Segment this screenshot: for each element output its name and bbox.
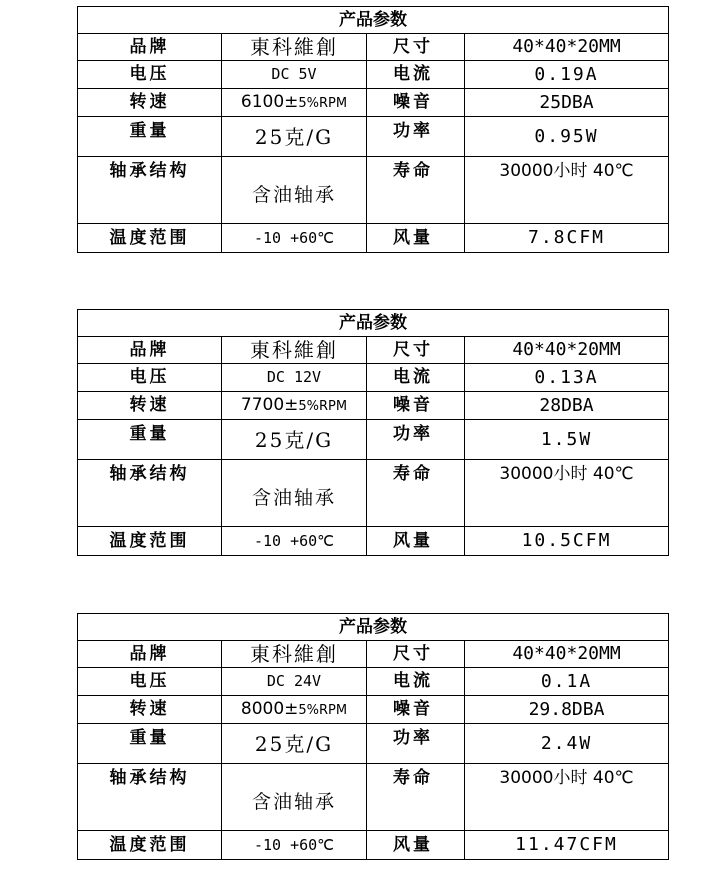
- current-value: 0.19A: [465, 61, 669, 89]
- voltage-label: 电压: [78, 668, 222, 696]
- noise-value: 25DBA: [465, 89, 669, 117]
- power-value: 2.4W: [465, 724, 669, 764]
- current-value: 0.13A: [465, 364, 669, 392]
- life-value: 30000小时 40℃: [465, 157, 669, 224]
- bearing-value: 含油轴承: [222, 460, 367, 527]
- speed-number: 6100±: [240, 92, 299, 112]
- temperature-value: -10 +60℃: [222, 224, 367, 253]
- noise-label: 噪音: [367, 89, 465, 117]
- brand-value: 東科維創: [222, 34, 367, 61]
- life-label: 寿命: [367, 764, 465, 831]
- airflow-label: 风量: [367, 224, 465, 253]
- voltage-label: 电压: [78, 61, 222, 89]
- temperature-label: 温度范围: [78, 224, 222, 253]
- current-label: 电流: [367, 668, 465, 696]
- speed-label: 转速: [78, 392, 222, 420]
- weight-label: 重量: [78, 724, 222, 764]
- airflow-label: 风量: [367, 527, 465, 556]
- temperature-label: 温度范围: [78, 831, 222, 860]
- size-value: 40*40*20MM: [465, 337, 669, 364]
- speed-label: 转速: [78, 696, 222, 724]
- life-label: 寿命: [367, 460, 465, 527]
- airflow-value: 11.47CFM: [465, 831, 669, 860]
- size-value: 40*40*20MM: [465, 641, 669, 668]
- bearing-label: 轴承结构: [78, 460, 222, 527]
- size-label: 尺寸: [367, 337, 465, 364]
- power-label: 功率: [367, 420, 465, 460]
- speed-unit: 5%RPM: [298, 703, 348, 718]
- weight-value: 25克/G: [222, 117, 367, 157]
- noise-value: 29.8DBA: [465, 696, 669, 724]
- table-title: 产品参数: [78, 7, 669, 34]
- current-label: 电流: [367, 61, 465, 89]
- brand-label: 品牌: [78, 337, 222, 364]
- speed-value: [222, 89, 367, 117]
- speed-value: [222, 696, 367, 724]
- power-value: 1.5W: [465, 420, 669, 460]
- temperature-value: -10 +60℃: [222, 527, 367, 556]
- spec-table-2: [77, 309, 669, 556]
- brand-value: 東科維創: [222, 337, 367, 364]
- weight-label: 重量: [78, 117, 222, 157]
- airflow-value: 10.5CFM: [465, 527, 669, 556]
- brand-label: 品牌: [78, 641, 222, 668]
- spec-table-1: [77, 6, 669, 253]
- power-value: 0.95W: [465, 117, 669, 157]
- voltage-label: 电压: [78, 364, 222, 392]
- table-title: 产品参数: [78, 614, 669, 641]
- voltage-value: DC 12V: [222, 364, 367, 392]
- weight-value: 25克/G: [222, 724, 367, 764]
- life-label: 寿命: [367, 157, 465, 224]
- voltage-value: DC 5V: [222, 61, 367, 89]
- speed-unit: 5%RPM: [298, 96, 348, 111]
- weight-label: 重量: [78, 420, 222, 460]
- size-value: 40*40*20MM: [465, 34, 669, 61]
- brand-label: 品牌: [78, 34, 222, 61]
- power-label: 功率: [367, 117, 465, 157]
- speed-label: 转速: [78, 89, 222, 117]
- speed-unit: 5%RPM: [298, 399, 348, 414]
- voltage-value: DC 24V: [222, 668, 367, 696]
- bearing-label: 轴承结构: [78, 764, 222, 831]
- bearing-value: 含油轴承: [222, 157, 367, 224]
- life-value: 30000小时 40℃: [465, 764, 669, 831]
- noise-label: 噪音: [367, 696, 465, 724]
- speed-number: 8000±: [240, 699, 299, 719]
- bearing-value: 含油轴承: [222, 764, 367, 831]
- current-label: 电流: [367, 364, 465, 392]
- airflow-value: 7.8CFM: [465, 224, 669, 253]
- bearing-label: 轴承结构: [78, 157, 222, 224]
- temperature-value: -10 +60℃: [222, 831, 367, 860]
- speed-number: 7700±: [240, 395, 299, 415]
- speed-value: [222, 392, 367, 420]
- size-label: 尺寸: [367, 34, 465, 61]
- noise-label: 噪音: [367, 392, 465, 420]
- size-label: 尺寸: [367, 641, 465, 668]
- weight-value: 25克/G: [222, 420, 367, 460]
- brand-value: 東科維創: [222, 641, 367, 668]
- table-title: 产品参数: [78, 310, 669, 337]
- current-value: 0.1A: [465, 668, 669, 696]
- temperature-label: 温度范围: [78, 527, 222, 556]
- spec-table-3: [77, 613, 669, 860]
- noise-value: 28DBA: [465, 392, 669, 420]
- life-value: 30000小时 40℃: [465, 460, 669, 527]
- power-label: 功率: [367, 724, 465, 764]
- airflow-label: 风量: [367, 831, 465, 860]
